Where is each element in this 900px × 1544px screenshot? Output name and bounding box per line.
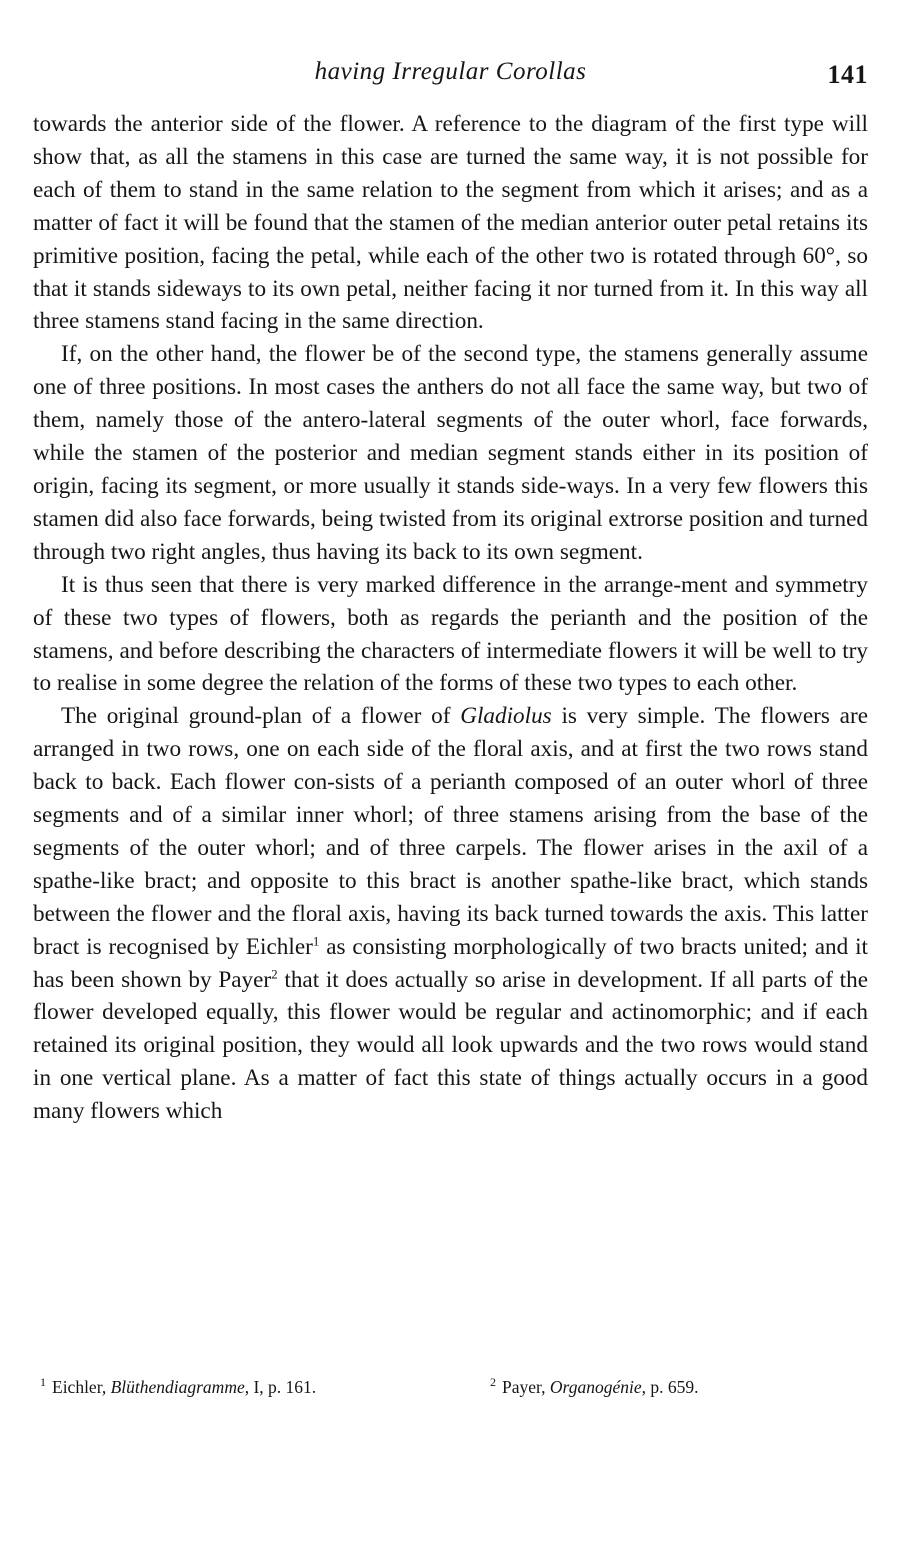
footnote-work: Organogénie <box>549 1377 642 1397</box>
footnote-work: Blüthendiagramme <box>110 1377 245 1397</box>
footnote-author: Payer, <box>502 1377 550 1397</box>
footnote-rest: , I, p. 161. <box>244 1377 317 1397</box>
paragraph-ground-plan <box>33 700 868 1128</box>
paragraph-continued: towards the anterior side of the flower. A reference to the diagram of the first type will show that, as all the stamens in this case are turned the same way, it is not possible for each of them to stand in the same relation to the segment from which it arises; and as a matter of fact it will be found that the stamen of the median anterior outer petal retains its primitive position, facing the petal, while each of the other two is rotated through 60°, so that it stands sideways to its own petal, neither facing it nor turned from it. In this way all three stamens stand facing in the same direction. <box>33 111 868 335</box>
text-run: as consisting morphologically of two bracts united; and it has been shown by Payer <box>33 933 868 993</box>
running-header <box>33 50 868 108</box>
footnote-mark: 1 <box>40 1375 46 1390</box>
footnote-2 <box>490 1376 698 1398</box>
genus-name: Gladiolus <box>460 703 552 730</box>
body-text <box>33 108 868 1128</box>
footnote-mark: 2 <box>490 1375 496 1390</box>
footnote-1 <box>40 1376 316 1398</box>
paragraph-arrangement: It is thus seen that there is very marked difference in the arrange-ment and symmetry of these two types of flowers, both as regards the perianth and the position of the stamens, and before describing the characters of intermediate flowers it will be well to try to realise in some degree the relation of the forms of these two types to each other. <box>33 571 868 697</box>
footnote-author: Eichler, <box>52 1377 111 1397</box>
text-run: The original ground-plan of a flower of <box>61 703 461 730</box>
page-number: 141 <box>827 60 868 89</box>
paragraph-second-type: If, on the other hand, the flower be of the second type, the stamens generally assume one of three positions. In most cases the anthers do not all face the same way, but two of them, namely those of the antero-lateral segments of the outer whorl, face forwards, while the stamen of the posterior and median segment stands either in its position of origin, facing its segment, or more usually it stands side-ways. In a very few flowers this stamen did also face forwards, being twisted from its original extrorse position and turned through two right angles, thus having its back to its own segment. <box>33 341 868 565</box>
page-content <box>33 50 868 1128</box>
footnote-rest: , p. 659. <box>641 1377 699 1397</box>
running-title: having Irregular Corollas <box>314 58 587 85</box>
text-run: that it does actually so arise in development. If all parts of the flower developed equally, this flower would be regular and actinomorphic; and if each retained its original position, they would all look upwards and the two rows would stand in one vertical plane. As a matter of fact this state of things actually occurs in a good many flowers which <box>33 966 868 1125</box>
footnote-ref-2: 2 <box>271 965 278 981</box>
text-run: is very simple. The flowers are arranged in two rows, one on each side of the floral axis, and at first the two rows stand back to back. Each flower con-sists of a perianth composed of an outer whorl of three segments and of a similar inner whorl; of three stamens arising from the base of the segments of the outer whorl; and of three carpels. The flower arises in the axil of a spathe-like bract; and opposite to this bract is another spathe-like bract, which stands between the flower and the floral axis, having its back turned towards the axis. This latter bract is recognised by Eichler <box>33 703 868 960</box>
footnote-ref-1: 1 <box>312 932 320 948</box>
